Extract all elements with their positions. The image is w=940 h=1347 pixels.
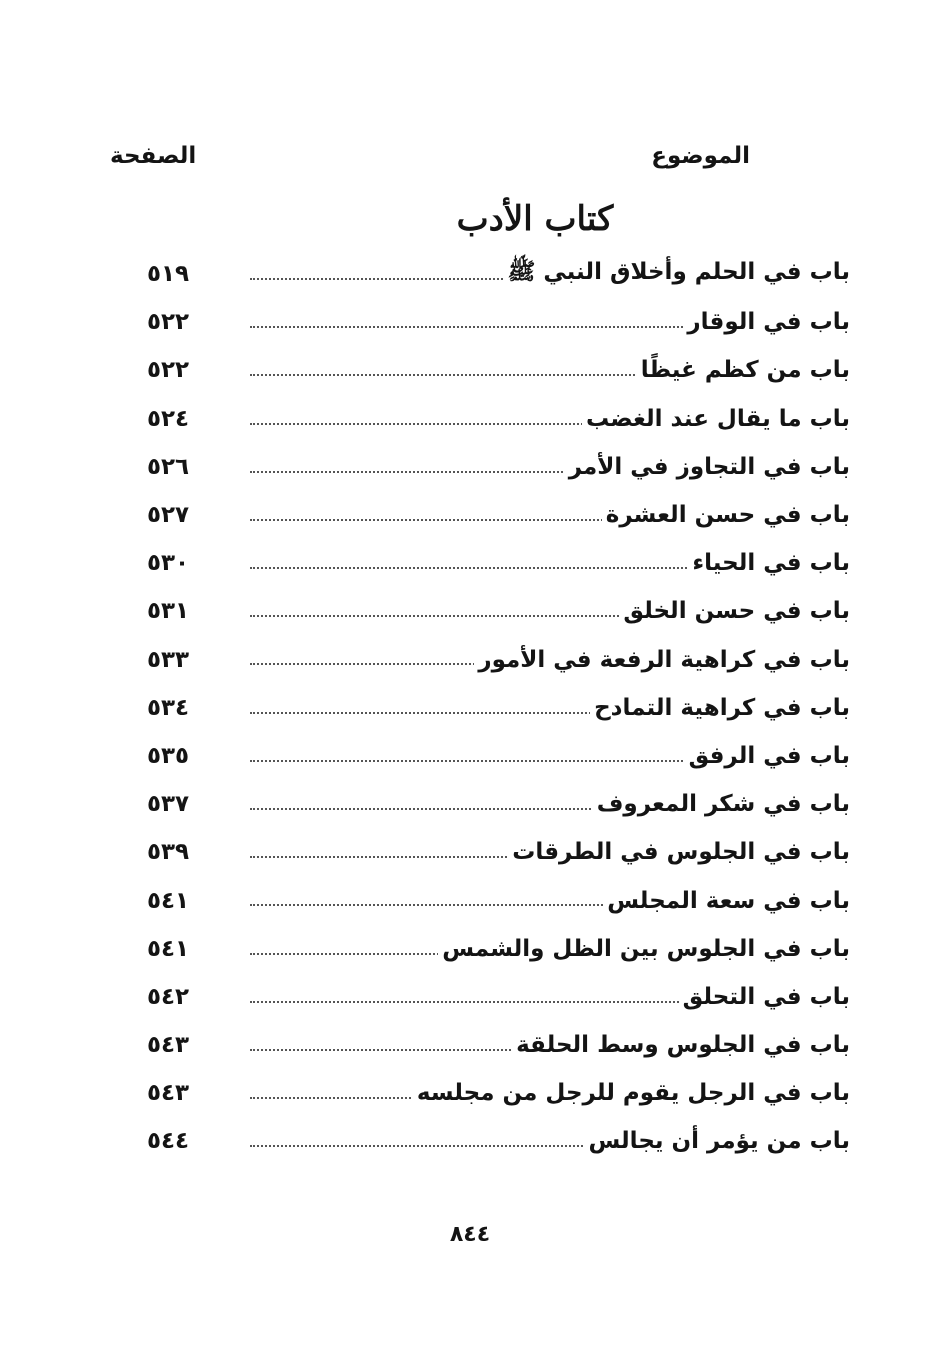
toc-entry-title: باب في الحلم وأخلاق النبي ﷺ: [504, 257, 850, 291]
toc-entry-title: باب في كراهية التمادح: [590, 695, 850, 721]
toc-entry-title: باب في الجلوس في الطرقات: [508, 839, 850, 865]
toc-entry-page: ٥٢٤: [146, 405, 190, 432]
page-column-header: الصفحة: [110, 143, 197, 169]
page-number: ٨٤٤: [449, 1222, 491, 1247]
toc-entry-title: باب من يؤمر أن يجالس: [585, 1128, 850, 1154]
toc-entry-title: باب في الجلوس وسط الحلقة: [512, 1032, 850, 1058]
toc-entry-title: باب في التجاوز في الأمر: [565, 454, 850, 480]
toc-entry: [130, 684, 850, 732]
toc-entry: [130, 443, 850, 491]
toc-entry-title: باب في حسن الخلق: [619, 598, 850, 624]
toc-entry-title: باب في الرجل يقوم للرجل من مجلسه: [413, 1080, 850, 1106]
toc-entry: [130, 1069, 850, 1117]
toc-entry-title: باب في الرفق: [685, 743, 850, 769]
table-of-contents: [130, 250, 850, 1166]
toc-entry-page: ٥٤٣: [146, 1032, 190, 1059]
toc-entry: [130, 925, 850, 973]
toc-entry-page: ٥٢٧: [146, 502, 190, 529]
toc-entry-page: ٥٣٥: [146, 742, 190, 769]
toc-entry-page: ٥٤١: [146, 935, 190, 962]
toc-entry: [130, 876, 850, 924]
toc-entry-title: باب ما يقال عند الغضب: [582, 406, 850, 432]
toc-entry: [130, 346, 850, 394]
toc-entry: [130, 780, 850, 828]
toc-entry-page: ٥٣٠: [146, 550, 190, 577]
toc-entry: [130, 636, 850, 684]
toc-entry-title: باب في الوقار: [683, 309, 850, 335]
toc-entry-title: باب في حسن العشرة: [602, 502, 850, 528]
section-title: كتاب الأدب: [456, 199, 614, 239]
toc-entry-page: ٥١٩: [146, 261, 190, 288]
toc-entry: [130, 1021, 850, 1069]
toc-entry-title: باب في الحياء: [688, 550, 850, 576]
toc-entry-page: ٥٢٢: [146, 309, 190, 336]
toc-entry-page: ٥٢٦: [146, 453, 190, 480]
toc-entry-page: ٥٤١: [146, 887, 190, 914]
toc-entry-page: ٥٣٩: [146, 839, 190, 866]
toc-entry-title: باب في كراهية الرفعة في الأمور: [474, 647, 850, 673]
toc-entry-title: باب في سعة المجلس: [603, 888, 850, 914]
toc-entry: [130, 973, 850, 1021]
toc-entry-page: ٥٢٢: [146, 357, 190, 384]
toc-entry: [130, 539, 850, 587]
toc-entry-page: ٥٤٢: [146, 983, 190, 1010]
topic-column-header: الموضوع: [651, 143, 750, 169]
toc-entry: [130, 395, 850, 443]
toc-entry-page: ٥٣٧: [146, 791, 190, 818]
toc-entry-page: ٥٣٣: [146, 646, 190, 673]
toc-entry: [130, 1117, 850, 1165]
toc-entry: [130, 732, 850, 780]
toc-entry-title: باب في التحلق: [679, 984, 850, 1010]
toc-entry: [130, 298, 850, 346]
toc-entry-page: ٥٤٤: [146, 1128, 190, 1155]
toc-entry-title: باب في شكر المعروف: [593, 791, 850, 817]
toc-entry-page: ٥٤٣: [146, 1080, 190, 1107]
toc-entry-title: باب من كظم غيظًا: [637, 357, 850, 383]
toc-entry: [130, 491, 850, 539]
toc-entry-page: ٥٣١: [146, 598, 190, 625]
toc-entry: [130, 250, 850, 298]
toc-entry: [130, 828, 850, 876]
toc-entry: [130, 587, 850, 635]
toc-entry-title: باب في الجلوس بين الظل والشمس: [438, 936, 850, 962]
toc-entry-page: ٥٣٤: [146, 694, 190, 721]
